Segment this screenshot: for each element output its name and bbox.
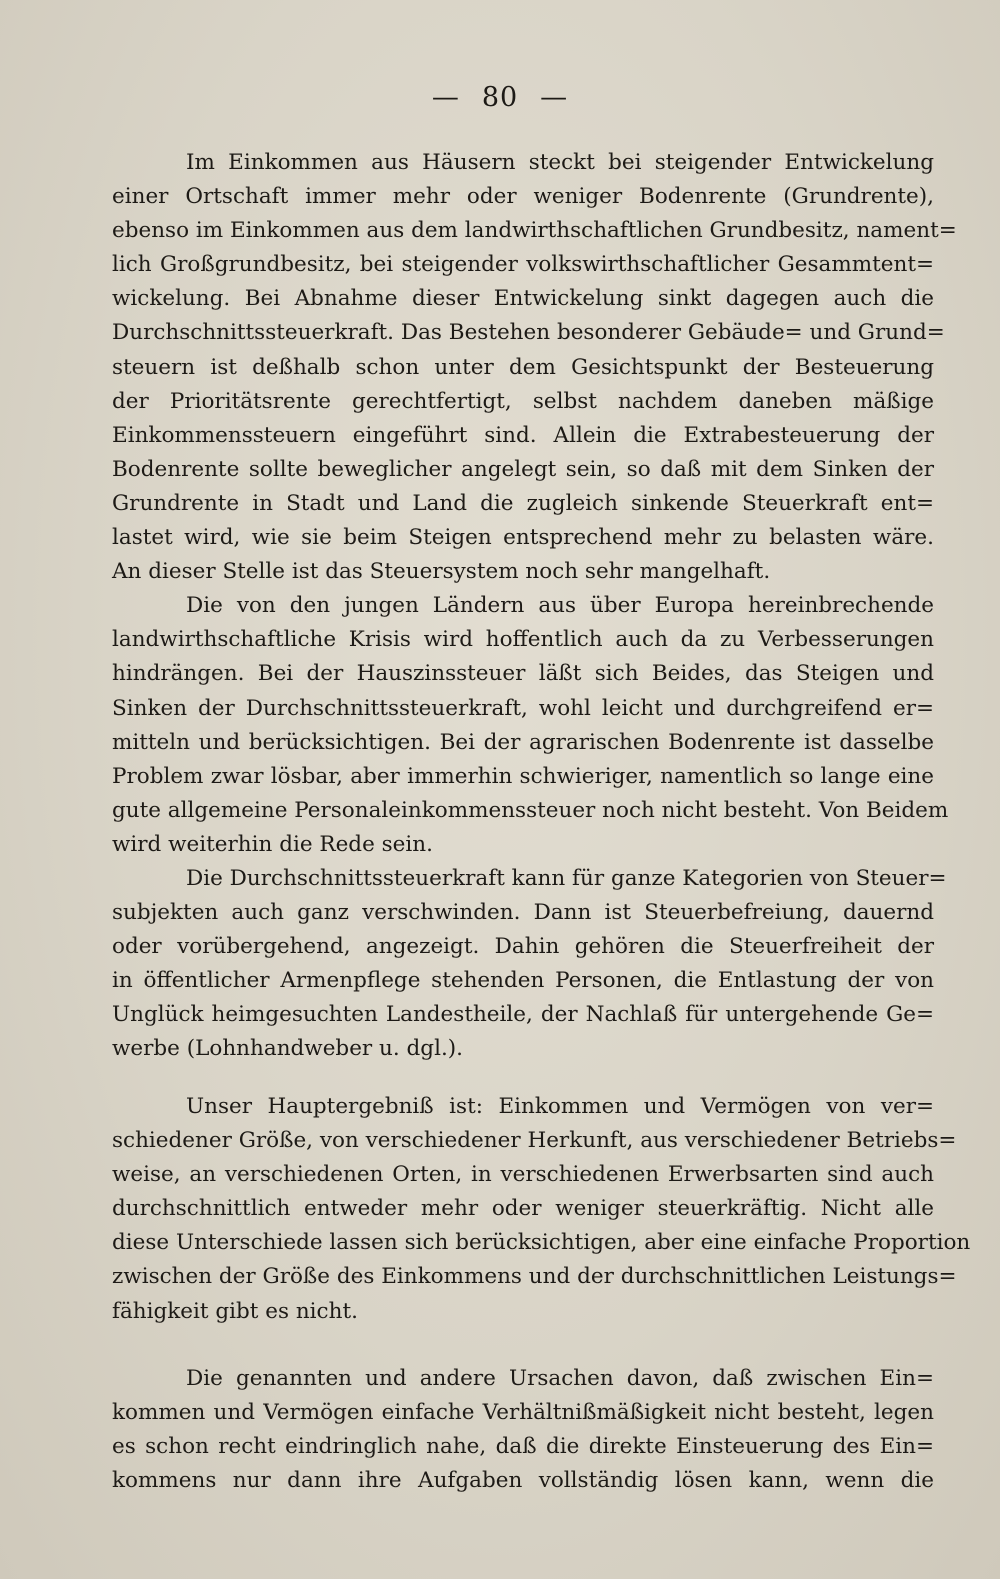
text-line: hindrängen. Bei der Hauszinssteuer läßt sich Beides, das Steigen und bbox=[112, 661, 934, 687]
text-line: der Prioritätsrente gerechtfertigt, selbst nachdem daneben mäßige bbox=[112, 388, 934, 414]
page-header bbox=[0, 82, 1000, 113]
text-line: Problem zwar lösbar, aber immerhin schwieriger, namentlich so lange eine bbox=[112, 763, 934, 789]
text-line: Die von den jungen Ländern aus über Europa hereinbrechende bbox=[186, 593, 934, 619]
text-line: einer Ortschaft immer mehr oder weniger Bodenrente (Grundrente), bbox=[112, 184, 934, 210]
text-line: schiedener Größe, von verschiedener Herkunft, aus verschiedener Betriebs= bbox=[112, 1128, 957, 1154]
page-number-dash-left: — bbox=[431, 82, 460, 113]
text-line: An dieser Stelle ist das Steuersystem noch sehr mangelhaft. bbox=[112, 559, 771, 585]
text-line: durchschnittlich entweder mehr oder weniger steuerkräftig. Nicht alle bbox=[112, 1196, 934, 1222]
text-line: Bodenrente sollte beweglicher angelegt sein, so daß mit dem Sinken der bbox=[112, 456, 934, 482]
text-line: kommen und Vermögen einfache Verhältnißmäßigkeit nicht besteht, legen bbox=[112, 1400, 934, 1426]
text-line: wird weiterhin die Rede sein. bbox=[112, 831, 433, 857]
text-line: zwischen der Größe des Einkommens und der durchschnittlichen Leistungs= bbox=[112, 1264, 957, 1290]
text-line: steuern ist deßhalb schon unter dem Gesichtspunkt der Besteuerung bbox=[112, 354, 934, 380]
text-line: wickelung. Bei Abnahme dieser Entwickelung sinkt dagegen auch die bbox=[112, 286, 934, 312]
paragraph-block-1 bbox=[112, 146, 957, 1067]
page-number-dash-right: — bbox=[540, 82, 569, 113]
page-number: 80 bbox=[481, 82, 519, 113]
text-line: fähigkeit gibt es nicht. bbox=[112, 1298, 358, 1324]
text-line: Grundrente in Stadt und Land die zugleich sinkende Steuerkraft ent= bbox=[112, 490, 934, 516]
text-line: gute allgemeine Personaleinkommenssteuer noch nicht besteht. Von Beidem bbox=[112, 797, 949, 823]
text-line: ebenso im Einkommen aus dem landwirthschaftlichen Grundbesitz, nament= bbox=[112, 218, 957, 244]
text-line: diese Unterschiede lassen sich berücksichtigen, aber eine einfache Proportion bbox=[112, 1230, 971, 1256]
text-line: weise, an verschiedenen Orten, in verschiedenen Erwerbsarten sind auch bbox=[112, 1162, 934, 1188]
paragraph-block-3 bbox=[112, 1362, 934, 1498]
text-line: es schon recht eindringlich nahe, daß die direkte Einsteuerung des Ein= bbox=[112, 1434, 934, 1460]
text-line: lich Großgrundbesitz, bei steigender volkswirthschaftlicher Gesammtent= bbox=[112, 252, 934, 278]
text-line: lastet wird, wie sie beim Steigen entsprechend mehr zu belasten wäre. bbox=[112, 525, 934, 551]
paragraph-block-2 bbox=[112, 1090, 971, 1329]
text-line: Sinken der Durchschnittssteuerkraft, wohl leicht und durchgreifend er= bbox=[112, 695, 934, 721]
text-line: Im Einkommen aus Häusern steckt bei steigender Entwickelung bbox=[186, 150, 934, 175]
text-line: Die genannten und andere Ursachen davon, daß zwischen Ein= bbox=[186, 1366, 934, 1391]
text-line: Unglück heimgesuchten Landestheile, der Nachlaß für untergehende Ge= bbox=[112, 1002, 934, 1028]
text-line: in öffentlicher Armenpflege stehenden Personen, die Entlastung der von bbox=[112, 968, 934, 994]
text-line: mitteln und berücksichtigen. Bei der agrarischen Bodenrente ist dasselbe bbox=[112, 729, 934, 755]
text-line: Unser Hauptergebniß ist: Einkommen und Vermögen von ver= bbox=[186, 1094, 934, 1119]
text-line: landwirthschaftliche Krisis wird hoffentlich auch da zu Verbesserungen bbox=[112, 627, 934, 653]
text-line: werbe (Lohnhandweber u. dgl.). bbox=[112, 1036, 464, 1062]
text-line: Die Durchschnittssteuerkraft kann für ganze Kategorien von Steuer= bbox=[186, 865, 947, 891]
text-line: Durchschnittssteuerkraft. Das Bestehen besonderer Gebäude= und Grund= bbox=[112, 320, 945, 346]
text-line: subjekten auch ganz verschwinden. Dann ist Steuerbefreiung, dauernd bbox=[112, 900, 934, 926]
text-line: Einkommenssteuern eingeführt sind. Allein die Extrabesteuerung der bbox=[112, 422, 934, 448]
text-line: oder vorübergehend, angezeigt. Dahin gehören die Steuerfreiheit der bbox=[112, 934, 934, 960]
text-line: kommens nur dann ihre Aufgaben vollständig lösen kann, wenn die bbox=[112, 1468, 934, 1494]
